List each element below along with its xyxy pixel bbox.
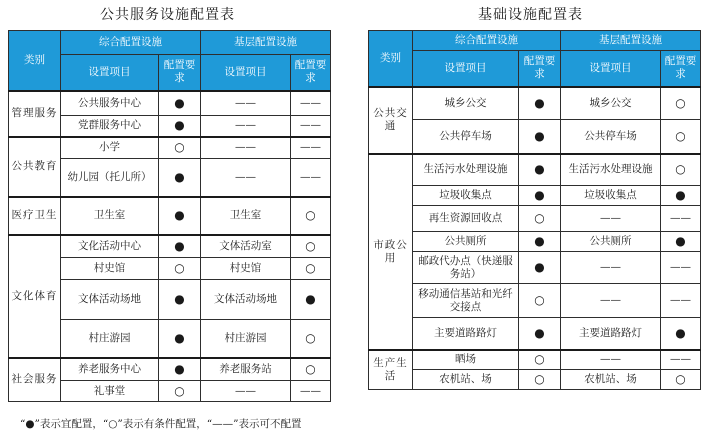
requirement-cell: ○ (661, 120, 701, 154)
table-row (369, 186, 701, 206)
header-item-b: 设置项目 (201, 55, 291, 91)
requirement-cell: —— (291, 137, 331, 159)
requirement-cell: ● (661, 186, 701, 206)
category-cell: 医疗卫生 (9, 197, 61, 235)
header-category: 类别 (369, 31, 413, 87)
item-cell: 小学 (61, 137, 159, 159)
item-cell: —— (201, 159, 291, 197)
item-cell: 村史馆 (61, 258, 159, 280)
item-cell: —— (561, 252, 661, 284)
category-cell: 管理服务 (9, 91, 61, 137)
header-basic-facilities: 基层配置设施 (201, 31, 331, 55)
item-cell: —— (201, 381, 291, 402)
legend-note: “●”表示宜配置，“○”表示有条件配置，“——”表示可不配置 (20, 418, 302, 430)
requirement-cell: —— (291, 91, 331, 116)
header-req-a: 配置要求 (159, 55, 201, 91)
item-cell: —— (201, 116, 291, 137)
item-cell: 垃圾收集点 (413, 186, 519, 206)
item-cell: —— (561, 284, 661, 318)
requirement-cell: —— (661, 350, 701, 370)
item-cell: 村庄游园 (61, 320, 159, 358)
item-cell: 公共停车场 (413, 120, 519, 154)
table-row (369, 87, 701, 120)
item-cell: 文体活动场地 (61, 280, 159, 320)
requirement-cell: ● (519, 232, 561, 252)
requirement-cell: —— (291, 159, 331, 197)
item-cell: 养老服务站 (201, 358, 291, 381)
item-cell: 公共厕所 (561, 232, 661, 252)
item-cell: —— (561, 350, 661, 370)
requirement-cell: ○ (661, 87, 701, 120)
item-cell: 卫生室 (61, 197, 159, 235)
category-cell: 文化体育 (9, 235, 61, 358)
header-item-b: 设置项目 (561, 51, 661, 87)
requirement-cell: ● (159, 91, 201, 116)
item-cell: 党群服务中心 (61, 116, 159, 137)
header-item-a: 设置项目 (61, 55, 159, 91)
infrastructure-table-title: 基础设施配置表 (478, 7, 583, 23)
item-cell: 主要道路路灯 (413, 318, 519, 350)
item-cell: 农机站、场 (561, 370, 661, 390)
table-row (9, 91, 331, 116)
header-req-a: 配置要求 (519, 51, 561, 87)
requirement-cell: —— (291, 116, 331, 137)
table-row (9, 358, 331, 381)
header-category: 类别 (9, 31, 61, 91)
item-cell: 垃圾收集点 (561, 186, 661, 206)
item-cell: —— (561, 206, 661, 232)
category-cell: 社会服务 (9, 358, 61, 402)
table-row (9, 197, 331, 235)
table-row (369, 284, 701, 318)
requirement-cell: ○ (291, 197, 331, 235)
requirement-cell: ● (159, 320, 201, 358)
infrastructure-table-body (369, 87, 701, 390)
header-req-b: 配置要求 (291, 55, 331, 91)
requirement-cell: ○ (291, 358, 331, 381)
requirement-cell: ○ (661, 370, 701, 390)
table-row (369, 232, 701, 252)
item-cell: 农机站、场 (413, 370, 519, 390)
requirement-cell: ● (159, 235, 201, 258)
category-cell: 市政公用 (369, 154, 413, 350)
requirement-cell: ○ (519, 206, 561, 232)
table-row (369, 370, 701, 390)
item-cell: 卫生室 (201, 197, 291, 235)
requirement-cell: ○ (291, 320, 331, 358)
public-service-facility-table (8, 30, 331, 402)
requirement-cell: ● (159, 116, 201, 137)
item-cell: 生活污水处理设施 (561, 154, 661, 186)
item-cell: 幼儿园（托儿所） (61, 159, 159, 197)
item-cell: 公共停车场 (561, 120, 661, 154)
item-cell: 再生资源回收点 (413, 206, 519, 232)
infrastructure-facility-table (368, 30, 701, 390)
item-cell: 文化活动中心 (61, 235, 159, 258)
item-cell: 文体活动室 (201, 235, 291, 258)
requirement-cell: ● (291, 280, 331, 320)
requirement-cell: ● (519, 87, 561, 120)
requirement-cell: ● (519, 120, 561, 154)
requirement-cell: —— (661, 252, 701, 284)
requirement-cell: ● (159, 197, 201, 235)
table-row (9, 137, 331, 159)
table-row (9, 235, 331, 258)
public-service-table-body (9, 91, 331, 402)
requirement-cell: ○ (519, 370, 561, 390)
requirement-cell: —— (661, 284, 701, 318)
item-cell: 公共厕所 (413, 232, 519, 252)
category-cell: 公共教育 (9, 137, 61, 197)
requirement-cell: —— (291, 381, 331, 402)
table-row (369, 120, 701, 154)
requirement-cell: ● (661, 318, 701, 350)
item-cell: —— (201, 137, 291, 159)
requirement-cell: ● (519, 154, 561, 186)
requirement-cell: ○ (519, 284, 561, 318)
item-cell: 移动通信基站和光纤交接点 (413, 284, 519, 318)
item-cell: —— (201, 91, 291, 116)
item-cell: 城乡公交 (413, 87, 519, 120)
requirement-cell: ● (519, 252, 561, 284)
requirement-cell: ● (159, 159, 201, 197)
requirement-cell: ● (519, 186, 561, 206)
category-cell: 生产生活 (369, 350, 413, 390)
requirement-cell: ○ (291, 235, 331, 258)
item-cell: 村庄游园 (201, 320, 291, 358)
table-row (369, 206, 701, 232)
item-cell: 文体活动场地 (201, 280, 291, 320)
item-cell: 城乡公交 (561, 87, 661, 120)
category-cell: 公共交通 (369, 87, 413, 154)
header-basic-facilities: 基层配置设施 (561, 31, 701, 51)
header-comprehensive-facilities: 综合配置设施 (61, 31, 201, 55)
requirement-cell: ● (661, 232, 701, 252)
requirement-cell: ○ (159, 137, 201, 159)
requirement-cell: —— (661, 206, 701, 232)
item-cell: 养老服务中心 (61, 358, 159, 381)
requirement-cell: ○ (661, 154, 701, 186)
requirement-cell: ● (159, 358, 201, 381)
requirement-cell: ○ (159, 381, 201, 402)
header-req-b: 配置要求 (661, 51, 701, 87)
item-cell: 公共服务中心 (61, 91, 159, 116)
requirement-cell: ○ (159, 258, 201, 280)
table-row (369, 154, 701, 186)
requirement-cell: ○ (519, 350, 561, 370)
requirement-cell: ○ (291, 258, 331, 280)
item-cell: 晒场 (413, 350, 519, 370)
public-service-table-title: 公共服务设施配置表 (100, 7, 235, 23)
table-row (369, 318, 701, 350)
item-cell: 礼事堂 (61, 381, 159, 402)
requirement-cell: ● (159, 280, 201, 320)
item-cell: 生活污水处理设施 (413, 154, 519, 186)
header-item-a: 设置项目 (413, 51, 519, 87)
item-cell: 主要道路路灯 (561, 318, 661, 350)
requirement-cell: ● (519, 318, 561, 350)
header-comprehensive-facilities: 综合配置设施 (413, 31, 561, 51)
table-row (369, 252, 701, 284)
item-cell: 村史馆 (201, 258, 291, 280)
item-cell: 邮政代办点（快递服务站） (413, 252, 519, 284)
table-row (369, 350, 701, 370)
